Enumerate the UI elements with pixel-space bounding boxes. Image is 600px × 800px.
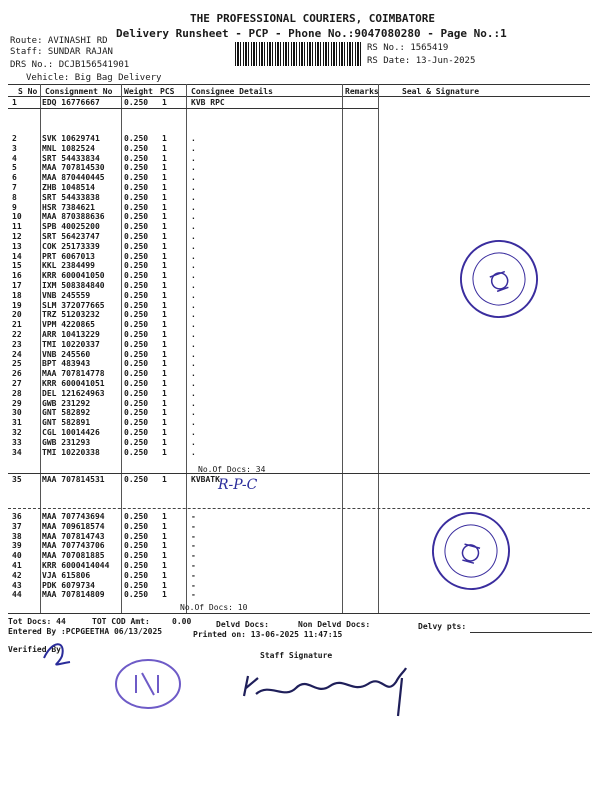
row-sno: 26 — [12, 369, 22, 379]
rs-date: RS Date: 13-Jun-2025 — [367, 56, 476, 66]
col-header-remarks: Remarks — [345, 87, 379, 96]
row-weight: 0.250 — [124, 261, 149, 271]
row-consignment-no: MAA 707081885 — [42, 551, 105, 561]
table-row — [0, 183, 600, 193]
row-pcs: 1 — [162, 330, 167, 339]
row-pcs: 1 — [162, 590, 167, 600]
row-pcs: 1 — [162, 261, 167, 271]
row-weight: 0.250 — [124, 251, 149, 261]
row-pcs: 1 — [162, 531, 167, 541]
table-row — [0, 98, 600, 108]
total-docs: Tot Docs: 44 — [8, 617, 66, 626]
row-sno: 22 — [12, 330, 22, 339]
row-consignee: . — [191, 437, 196, 447]
row-sno: 6 — [12, 173, 17, 183]
row-consignee: . — [191, 241, 196, 251]
row-consignment-no: KRR 600041051 — [42, 379, 105, 388]
row-consignment-no: MAA 707814530 — [42, 163, 105, 173]
row-pcs: 1 — [162, 310, 167, 320]
row-pcs: 1 — [162, 408, 167, 418]
col-header-consignee: Consignee Details — [191, 87, 273, 96]
row-sno: 33 — [12, 437, 22, 447]
row-pcs: 1 — [162, 290, 167, 300]
bank-stamp — [430, 510, 512, 592]
row-weight: 0.250 — [124, 212, 149, 222]
row-weight: 0.250 — [124, 512, 149, 521]
total-cod-value: 0.00 — [172, 617, 192, 626]
row-rule — [8, 108, 378, 109]
delivery-points-line — [470, 632, 592, 633]
verified-by-label: Verified By — [8, 645, 61, 654]
row-consignee: KVBATK — [191, 475, 220, 484]
row-sno: 9 — [12, 202, 17, 212]
col-header-seal: Seal & Signature — [402, 87, 480, 96]
row-pcs: 1 — [162, 134, 167, 143]
row-weight: 0.250 — [124, 590, 149, 600]
row-consignment-no: MAA 870440445 — [42, 173, 105, 183]
vehicle-label: Vehicle: Big Bag Delivery — [26, 73, 162, 83]
row-pcs: 1 — [162, 369, 167, 379]
row-sno: 13 — [12, 241, 22, 251]
row-sno: 38 — [12, 531, 22, 541]
row-weight: 0.250 — [124, 475, 149, 484]
row-weight: 0.250 — [124, 134, 149, 143]
table-row — [0, 340, 600, 350]
row-pcs: 1 — [162, 339, 167, 349]
row-weight: 0.250 — [124, 408, 149, 418]
row-sno: 32 — [12, 428, 22, 437]
row-sno: 3 — [12, 143, 17, 153]
row-pcs: 1 — [162, 379, 167, 388]
row-sno: 41 — [12, 561, 22, 570]
row-consignment-no: MAA 707814743 — [42, 531, 105, 541]
row-weight: 0.250 — [124, 183, 149, 192]
row-consignment-no: MAA 707814809 — [42, 590, 105, 600]
row-pcs: 1 — [162, 320, 167, 330]
col-header-pcs: PCS — [160, 87, 175, 96]
table-row — [0, 399, 600, 409]
row-consignee: - — [191, 521, 196, 531]
row-consignment-no: SRT 54433838 — [42, 192, 100, 202]
barcode — [235, 42, 363, 66]
row-weight: 0.250 — [124, 320, 149, 330]
col-header-consignment: Consignment No — [45, 87, 113, 96]
row-weight: 0.250 — [124, 349, 149, 359]
table-row — [0, 134, 600, 144]
row-consignee: . — [191, 143, 196, 153]
row-sno: 37 — [12, 521, 22, 531]
row-weight: 0.250 — [124, 153, 149, 163]
row-pcs: 1 — [162, 173, 167, 183]
row-consignee: . — [191, 222, 196, 232]
row-consignee: - — [191, 561, 196, 570]
table-row — [0, 475, 600, 485]
row-pcs: 1 — [162, 192, 167, 202]
row-consignment-no: EDQ 16776667 — [42, 98, 100, 107]
row-pcs: 1 — [162, 143, 167, 153]
row-weight: 0.250 — [124, 330, 149, 339]
row-consignee: . — [191, 271, 196, 281]
table-row — [0, 212, 600, 222]
table-row — [0, 144, 600, 154]
row-weight: 0.250 — [124, 222, 149, 232]
row-weight: 0.250 — [124, 541, 149, 551]
row-sno: 5 — [12, 163, 17, 173]
table-row — [0, 448, 600, 458]
printed-on: Printed on: 13-06-2025 11:47:15 — [193, 630, 343, 639]
row-sno: 34 — [12, 447, 22, 457]
row-consignee: . — [191, 418, 196, 428]
row-sno: 16 — [12, 271, 22, 281]
table-row — [0, 369, 600, 379]
row-consignee: . — [191, 310, 196, 320]
row-consignee: - — [191, 580, 196, 590]
row-pcs: 1 — [162, 241, 167, 251]
delivery-points-label: Delvy pts: — [418, 622, 467, 631]
row-consignee: . — [191, 359, 196, 369]
row-pcs: 1 — [162, 437, 167, 447]
row-consignment-no: IXM 508384840 — [42, 281, 105, 290]
row-weight: 0.250 — [124, 232, 149, 241]
row-pcs: 1 — [162, 521, 167, 531]
row-pcs: 1 — [162, 580, 167, 590]
row-weight: 0.250 — [124, 428, 149, 437]
row-consignee: . — [191, 398, 196, 408]
row-weight: 0.250 — [124, 521, 149, 531]
row-pcs: 1 — [162, 418, 167, 428]
row-consignment-no: HSR 7384621 — [42, 202, 95, 212]
group-count: No.Of Docs: 10 — [180, 603, 248, 612]
row-consignee: . — [191, 408, 196, 418]
row-pcs: 1 — [162, 232, 167, 241]
row-consignee: . — [191, 388, 196, 398]
row-pcs: 1 — [162, 512, 167, 521]
row-consignment-no: PRT 6067013 — [42, 251, 95, 261]
row-consignee: . — [191, 153, 196, 163]
row-weight: 0.250 — [124, 531, 149, 541]
row-consignee: . — [191, 192, 196, 202]
row-sno: 25 — [12, 359, 22, 369]
row-weight: 0.250 — [124, 98, 149, 107]
row-sno: 29 — [12, 398, 22, 408]
table-row — [0, 408, 600, 418]
row-consignment-no: ZHB 1048514 — [42, 183, 95, 192]
row-sno: 4 — [12, 153, 17, 163]
row-consignment-no: MAA 709618574 — [42, 521, 105, 531]
delivered-docs-label: Delvd Docs: — [216, 620, 269, 629]
bank-stamp — [458, 238, 540, 320]
row-pcs: 1 — [162, 428, 167, 437]
row-pcs: 1 — [162, 163, 167, 173]
table-row — [0, 428, 600, 438]
row-consignment-no: BPT 483943 — [42, 359, 91, 369]
row-pcs: 1 — [162, 388, 167, 398]
entered-by: Entered By :PCPGEETHA 06/13/2025 — [8, 627, 163, 636]
row-sno: 12 — [12, 232, 22, 241]
row-sno: 8 — [12, 192, 17, 202]
row-consignment-no: SPB 40025200 — [42, 222, 100, 232]
table-row — [0, 203, 600, 213]
row-consignment-no: MAA 707814531 — [42, 475, 105, 484]
round-seal — [112, 657, 184, 711]
row-consignee: - — [191, 570, 196, 580]
row-consignee: . — [191, 281, 196, 290]
row-consignment-no: GNT 582892 — [42, 408, 91, 418]
row-pcs: 1 — [162, 183, 167, 192]
row-weight: 0.250 — [124, 369, 149, 379]
table-row — [0, 330, 600, 340]
row-consignee: . — [191, 428, 196, 437]
row-pcs: 1 — [162, 153, 167, 163]
row-consignment-no: KRR 600041050 — [42, 271, 105, 281]
table-bottom-rule — [8, 613, 590, 614]
row-consignee: . — [191, 163, 196, 173]
drs-number: DRS No.: DCJB156541901 — [10, 60, 130, 70]
table-row — [0, 320, 600, 330]
row-consignee: . — [191, 330, 196, 339]
row-sno: 24 — [12, 349, 22, 359]
row-pcs: 1 — [162, 398, 167, 408]
row-weight: 0.250 — [124, 192, 149, 202]
row-consignee: - — [191, 531, 196, 541]
row-sno: 42 — [12, 570, 22, 580]
row-consignee: . — [191, 134, 196, 143]
col-header-weight: Weight — [124, 87, 153, 96]
row-weight: 0.250 — [124, 418, 149, 428]
row-consignee: - — [191, 551, 196, 561]
row-sno: 31 — [12, 418, 22, 428]
row-consignee: . — [191, 290, 196, 300]
row-pcs: 1 — [162, 251, 167, 261]
table-row — [0, 389, 600, 399]
row-consignee: . — [191, 232, 196, 241]
row-sno: 43 — [12, 580, 22, 590]
row-sno: 28 — [12, 388, 22, 398]
sheet-title: Delivery Runsheet - PCP - Phone No.:9047080280 - Page No.:1 — [116, 27, 507, 40]
row-consignment-no: COK 25173339 — [42, 241, 100, 251]
handwritten-rpc: R-P-C — [218, 477, 258, 493]
row-sno: 18 — [12, 290, 22, 300]
row-sno: 23 — [12, 339, 22, 349]
route-label: Route: AVINASHI RD — [10, 36, 108, 46]
row-consignment-no: CGL 10014426 — [42, 428, 100, 437]
row-sno: 14 — [12, 251, 22, 261]
row-sno: 36 — [12, 512, 22, 521]
row-consignee: . — [191, 339, 196, 349]
row-sno: 27 — [12, 379, 22, 388]
verified-by-signature — [40, 636, 80, 670]
row-consignee: . — [191, 261, 196, 271]
row-weight: 0.250 — [124, 281, 149, 290]
group-count: No.Of Docs: 34 — [198, 465, 266, 474]
table-row — [0, 438, 600, 448]
row-sno: 39 — [12, 541, 22, 551]
row-pcs: 1 — [162, 212, 167, 222]
row-sno: 30 — [12, 408, 22, 418]
row-weight: 0.250 — [124, 310, 149, 320]
table-row — [0, 193, 600, 203]
row-consignment-no: MAA 707814778 — [42, 369, 105, 379]
row-weight: 0.250 — [124, 379, 149, 388]
staff-label: Staff: SUNDAR RAJAN — [10, 47, 113, 57]
row-consignee: - — [191, 541, 196, 551]
row-consignment-no: MNL 1082524 — [42, 143, 95, 153]
rs-number: RS No.: 1565419 — [367, 43, 449, 53]
staff-signature — [236, 660, 426, 722]
row-consignee: - — [191, 590, 196, 600]
row-consignment-no: TMI 10220337 — [42, 339, 100, 349]
table-row — [0, 222, 600, 232]
row-consignee: . — [191, 173, 196, 183]
row-weight: 0.250 — [124, 570, 149, 580]
row-sno: 17 — [12, 281, 22, 290]
row-consignment-no: VPM 4220865 — [42, 320, 95, 330]
row-sno: 40 — [12, 551, 22, 561]
row-consignment-no: GNT 582891 — [42, 418, 91, 428]
row-consignee: . — [191, 447, 196, 457]
row-pcs: 1 — [162, 447, 167, 457]
company-name: THE PROFESSIONAL COURIERS, COIMBATORE — [190, 12, 436, 25]
table-row — [0, 350, 600, 360]
row-consignment-no: DEL 121624963 — [42, 388, 105, 398]
row-sno: 21 — [12, 320, 22, 330]
col-header-sno: S No — [18, 87, 38, 96]
table-row — [0, 173, 600, 183]
row-weight: 0.250 — [124, 202, 149, 212]
row-pcs: 1 — [162, 222, 167, 232]
table-row — [0, 359, 600, 369]
row-consignee: . — [191, 369, 196, 379]
non-delivered-docs-label: Non Delvd Docs: — [298, 620, 371, 629]
row-pcs: 1 — [162, 300, 167, 310]
row-weight: 0.250 — [124, 173, 149, 183]
row-weight: 0.250 — [124, 163, 149, 173]
row-consignment-no: TRZ 51203232 — [42, 310, 100, 320]
row-pcs: 1 — [162, 202, 167, 212]
row-weight: 0.250 — [124, 143, 149, 153]
table-row — [0, 418, 600, 428]
row-weight: 0.250 — [124, 271, 149, 281]
staff-signature-label: Staff Signature — [260, 651, 333, 660]
row-weight: 0.250 — [124, 241, 149, 251]
total-cod-label: TOT COD Amt: — [92, 617, 150, 626]
row-sno: 19 — [12, 300, 22, 310]
row-weight: 0.250 — [124, 300, 149, 310]
row-consignment-no: GWB 231293 — [42, 437, 91, 447]
table-row — [0, 163, 600, 173]
row-consignee: . — [191, 183, 196, 192]
row-weight: 0.250 — [124, 551, 149, 561]
row-consignment-no: SVK 10629741 — [42, 134, 100, 143]
row-consignment-no: PDK 6079734 — [42, 580, 95, 590]
row-pcs: 1 — [162, 561, 167, 570]
row-sno: 44 — [12, 590, 22, 600]
row-sno: 1 — [12, 98, 17, 107]
table-row — [0, 379, 600, 389]
row-weight: 0.250 — [124, 359, 149, 369]
row-sno: 35 — [12, 475, 22, 484]
row-pcs: 1 — [162, 359, 167, 369]
row-weight: 0.250 — [124, 580, 149, 590]
row-consignee: . — [191, 320, 196, 330]
row-weight: 0.250 — [124, 388, 149, 398]
row-consignment-no: GWB 231292 — [42, 398, 91, 408]
table-top-rule — [8, 84, 590, 85]
row-consignment-no: SLM 372077665 — [42, 300, 105, 310]
row-weight: 0.250 — [124, 339, 149, 349]
row-consignee: . — [191, 349, 196, 359]
group-rule — [8, 473, 590, 474]
row-consignment-no: VJA 615806 — [42, 570, 91, 580]
row-weight: 0.250 — [124, 437, 149, 447]
row-consignment-no: TMI 10220338 — [42, 447, 100, 457]
row-pcs: 1 — [162, 475, 167, 484]
row-sno: 2 — [12, 134, 17, 143]
row-pcs: 1 — [162, 281, 167, 290]
row-consignment-no: VNB 245560 — [42, 349, 91, 359]
row-consignee: . — [191, 379, 196, 388]
row-consignee: . — [191, 202, 196, 212]
row-consignment-no: KKL 2384499 — [42, 261, 95, 271]
row-sno: 11 — [12, 222, 22, 232]
row-weight: 0.250 — [124, 290, 149, 300]
row-pcs: 1 — [162, 551, 167, 561]
row-consignee: - — [191, 512, 196, 521]
row-consignment-no: SRT 56423747 — [42, 232, 100, 241]
row-weight: 0.250 — [124, 398, 149, 408]
row-consignment-no: ARR 10413229 — [42, 330, 100, 339]
row-consignee: . — [191, 212, 196, 222]
row-sno: 7 — [12, 183, 17, 192]
group-rule — [8, 508, 590, 509]
row-pcs: 1 — [162, 541, 167, 551]
row-consignee: . — [191, 300, 196, 310]
row-consignment-no: MAA 707743706 — [42, 541, 105, 551]
row-pcs: 1 — [162, 271, 167, 281]
row-consignment-no: KRR 6000414044 — [42, 561, 110, 570]
table-header-rule — [8, 96, 590, 97]
table-row — [0, 154, 600, 164]
row-weight: 0.250 — [124, 561, 149, 570]
row-pcs: 1 — [162, 98, 167, 107]
row-pcs: 1 — [162, 570, 167, 580]
row-consignee: . — [191, 251, 196, 261]
row-consignment-no: MAA 870388636 — [42, 212, 105, 222]
row-consignee: KVB RPC — [191, 98, 225, 107]
row-pcs: 1 — [162, 349, 167, 359]
row-sno: 15 — [12, 261, 22, 271]
row-sno: 20 — [12, 310, 22, 320]
row-consignment-no: VNB 245559 — [42, 290, 91, 300]
row-sno: 10 — [12, 212, 22, 222]
row-weight: 0.250 — [124, 447, 149, 457]
row-consignment-no: SRT 54433834 — [42, 153, 100, 163]
row-consignment-no: MAA 707743694 — [42, 512, 105, 521]
